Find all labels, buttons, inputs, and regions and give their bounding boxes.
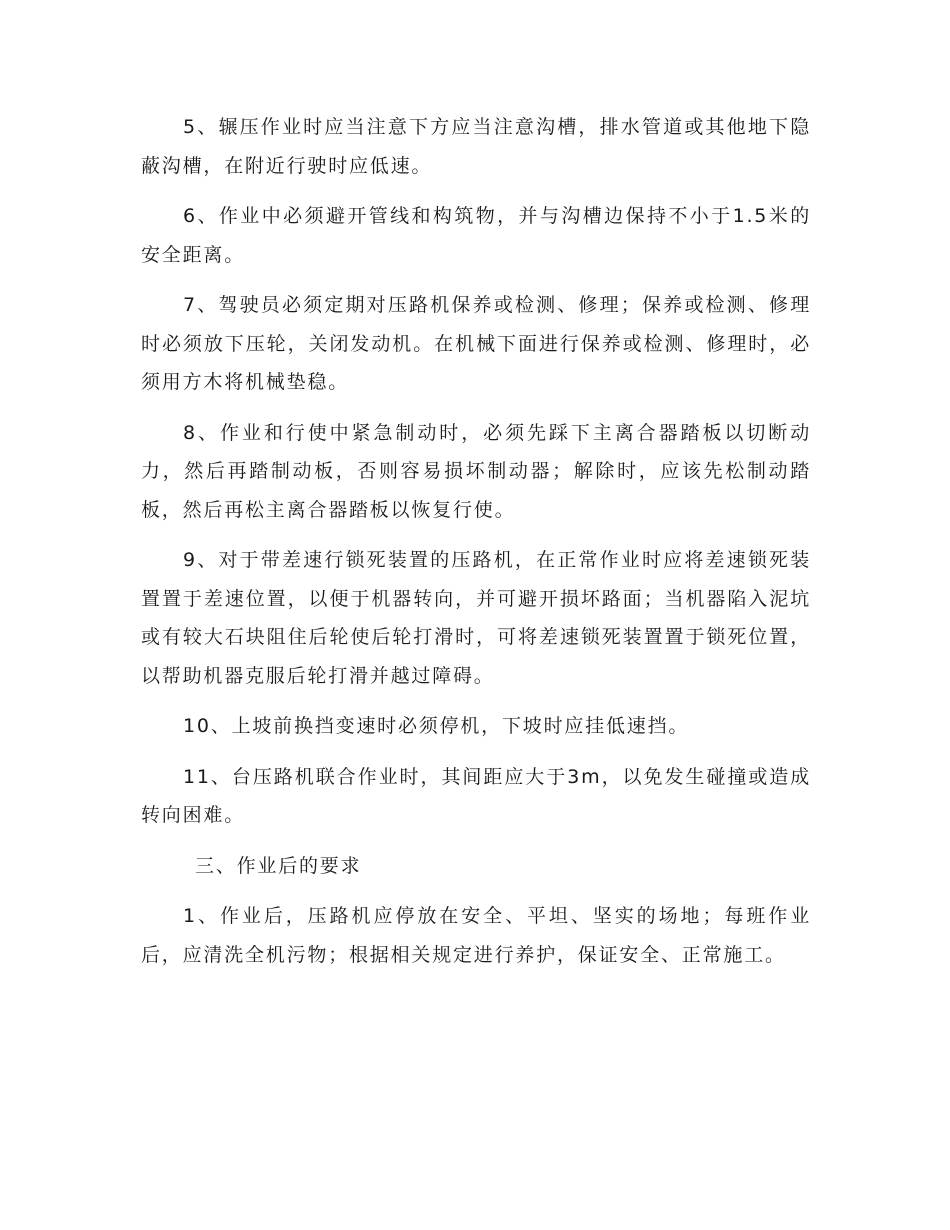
paragraph-after-work-1: 1、作业后，压路机应停放在安全、平坦、坚实的场地；每班作业后，应清洗全机污物；根据相关规定进行养护，保证安全、正常施工。 [141,905,811,966]
paragraph-item-9: 9、对于带差速行锁死装置的压路机，在正常作业时应将差速锁死装置置于差速位置，以便于机器转向，并可避开损坏路面；当机器陷入泥坑或有较大石块阻住后轮使后轮打滑时，可将差速锁死装置置于锁死位置，以帮助机器克服后轮打滑并越过障碍。 [141,549,811,687]
paragraph-item-10: 10、上坡前换挡变速时必须停机，下坡时应挂低速挡。 [183,715,690,737]
section-heading: 三、作业后的要求 [195,854,362,877]
document-body [141,108,811,986]
paragraph-item-6: 6、作业中必须避开管线和构筑物，并与沟槽边保持不小于1.5米的安全距离。 [141,205,811,266]
paragraph-item-7: 7、驾驶员必须定期对压路机保养或检测、修理；保养或检测、修理时必须放下压轮，关闭发动机。在机械下面进行保养或检测、修理时，必须用方木将机械垫稳。 [141,294,811,393]
paragraph-item-11: 11、台压路机联合作业时，其间距应大于3m，以免发生碰撞或造成转向困难。 [141,765,811,826]
paragraph-item-5: 5、辗压作业时应当注意下方应当注意沟槽，排水管道或其他地下隐蔽沟槽，在附近行驶时应低速。 [141,116,811,177]
paragraph-item-8: 8、作业和行使中紧急制动时，必须先踩下主离合器踏板以切断动力，然后再踏制动板，否则容易损坏制动器；解除时，应该先松制动踏板，然后再松主离合器踏板以恢复行使。 [141,421,811,521]
